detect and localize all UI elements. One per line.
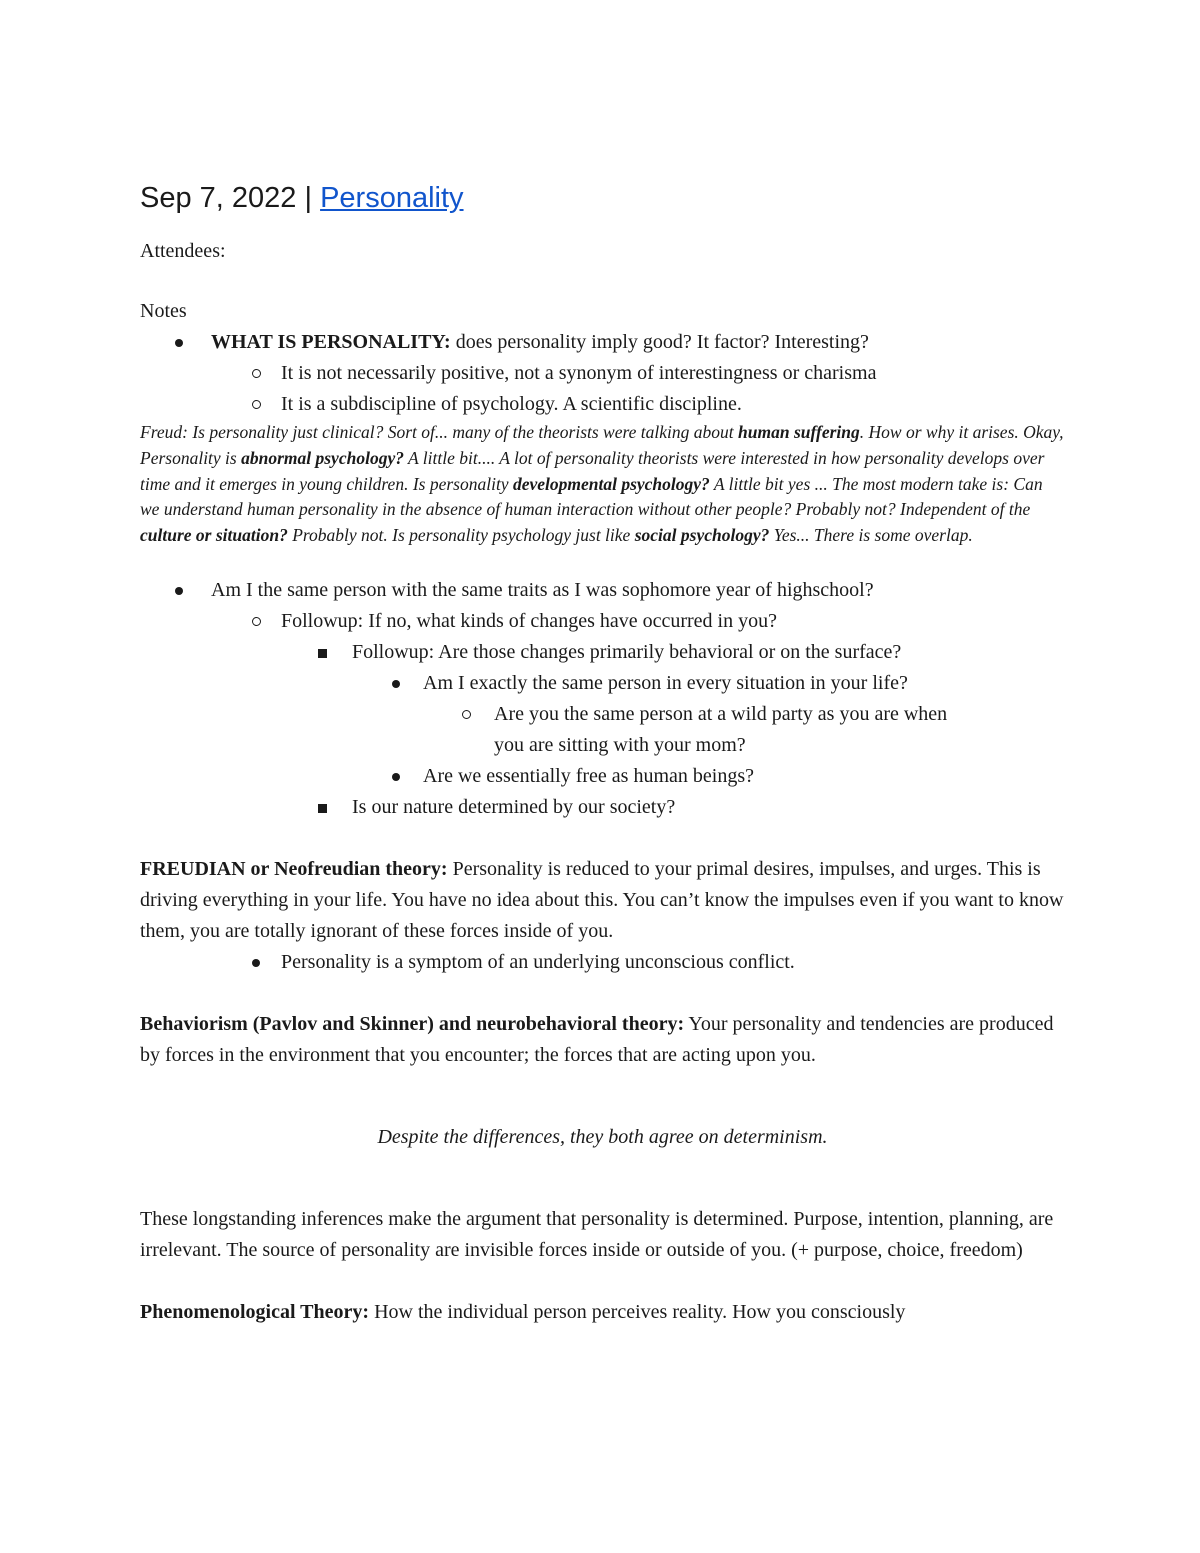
question-3: Followup: Are those changes primarily behavioral or on the surface?	[352, 640, 902, 663]
bullet-square-icon	[318, 649, 327, 658]
title-date: Sep 7, 2022 |	[140, 182, 321, 214]
what-is-sub1: It is not necessarily positive, not a synonym of interestingness or charisma	[281, 362, 877, 384]
question-4: Am I exactly the same person in every situation in your life?	[423, 671, 908, 694]
freud-bold-5: social psychology?	[634, 525, 770, 546]
behaviorism-paragraph	[140, 1009, 1065, 1071]
list-item	[140, 327, 1065, 358]
list-item	[140, 947, 1065, 978]
bullet-disc-icon	[175, 587, 183, 595]
bullet-circle-icon	[462, 710, 471, 719]
notes-label: Notes	[140, 300, 187, 322]
list-item	[140, 575, 1065, 606]
list-item	[140, 699, 1065, 761]
question-5-line-2: you are sitting with your mom?	[494, 733, 746, 756]
list-item	[140, 668, 1065, 699]
freud-text-4: A little bit yes ... The most modern take is: Can we understand human personality in the absence of human interaction without other people? Probably not? Independent of the	[140, 473, 1043, 520]
personality-link[interactable]: Personality	[320, 182, 464, 214]
freud-text-2: . How or why it arises. Okay, Personality is	[140, 422, 1064, 468]
freudian-bullet: Personality is a symptom of an underlying unconscious conflict.	[281, 950, 795, 973]
bullet-square-icon	[318, 804, 327, 813]
freud-bold-4: culture or situation?	[140, 525, 288, 546]
document-page	[140, 170, 1065, 1328]
longstanding-paragraph: These longstanding inferences make the argument that personality is determined. Purpose, intention, planning, are irrelevant. The source of personality are invisible forces inside or outside of you. (+ purpose, choice, freedom)	[140, 1207, 1054, 1261]
attendees-label: Attendees:	[140, 240, 226, 262]
what-is-sub2: It is a subdiscipline of psychology. A scientific discipline.	[281, 393, 742, 415]
page-title	[140, 180, 1065, 216]
freud-text-5: Probably not. Is personality psychology just like	[287, 525, 635, 546]
list-item	[140, 792, 1065, 823]
phenomenological-paragraph	[140, 1297, 1065, 1328]
question-7: Is our nature determined by our society?	[352, 795, 676, 818]
freudian-heading: FREUDIAN or Neofreudian theory:	[140, 857, 448, 880]
bullet-disc-icon	[252, 959, 260, 967]
behaviorism-heading: Behaviorism (Pavlov and Skinner) and neurobehavioral theory:	[140, 1012, 685, 1035]
freud-paragraph	[140, 420, 1065, 549]
question-2: Followup: If no, what kinds of changes have occurred in you?	[281, 609, 777, 632]
freud-bold-2: abnormal psychology?	[241, 447, 404, 468]
behaviorism-text: Your personality and tendencies are produced by forces in the environment that you encounter; the forces that are acting upon you.	[140, 1012, 1054, 1066]
bullet-disc-icon	[392, 680, 400, 688]
bullet-circle-icon	[252, 369, 261, 378]
list-item	[140, 606, 1065, 637]
bullet-disc-icon	[392, 773, 400, 781]
question-5-line-1: Are you the same person at a wild party as you are when	[494, 702, 948, 725]
question-6: Are we essentially free as human beings?	[423, 764, 754, 787]
bullet-circle-icon	[252, 617, 261, 626]
list-item	[140, 637, 1065, 668]
freud-text-1: Freud: Is personality just clinical? Sort of... many of the theorists were talking about	[140, 422, 739, 442]
freudian-paragraph	[140, 854, 1065, 947]
freud-text-3: A little bit.... A lot of personality theorists were interested in how personality develops over time and it emerges in young children. Is personality	[140, 447, 1045, 494]
list-item	[140, 358, 1065, 389]
list-item	[140, 389, 1065, 420]
phenomenological-text: How the individual person perceives reality. How you consciously	[369, 1300, 906, 1323]
freud-bold-1: human suffering	[738, 422, 860, 442]
question-1: Am I the same person with the same traits as I was sophomore year of highschool?	[211, 578, 874, 601]
what-is-text: does personality imply good? It factor? Interesting?	[450, 331, 869, 353]
bullet-disc-icon	[175, 339, 183, 347]
phenomenological-heading: Phenomenological Theory:	[140, 1300, 370, 1323]
list-item	[140, 761, 1065, 792]
despite-line: Despite the differences, they both agree on determinism.	[377, 1125, 828, 1148]
freud-text-6: Yes... There is some overlap.	[769, 525, 973, 546]
what-is-heading: WHAT IS PERSONALITY:	[211, 331, 451, 353]
freud-bold-3: developmental psychology?	[512, 473, 710, 494]
bullet-circle-icon	[252, 400, 261, 409]
freudian-text: Personality is reduced to your primal desires, impulses, and urges. This is driving everything in your life. You have no idea about this. You can’t know the impulses even if you want to know them, you are totally ignorant of these forces inside of you.	[140, 857, 1064, 942]
